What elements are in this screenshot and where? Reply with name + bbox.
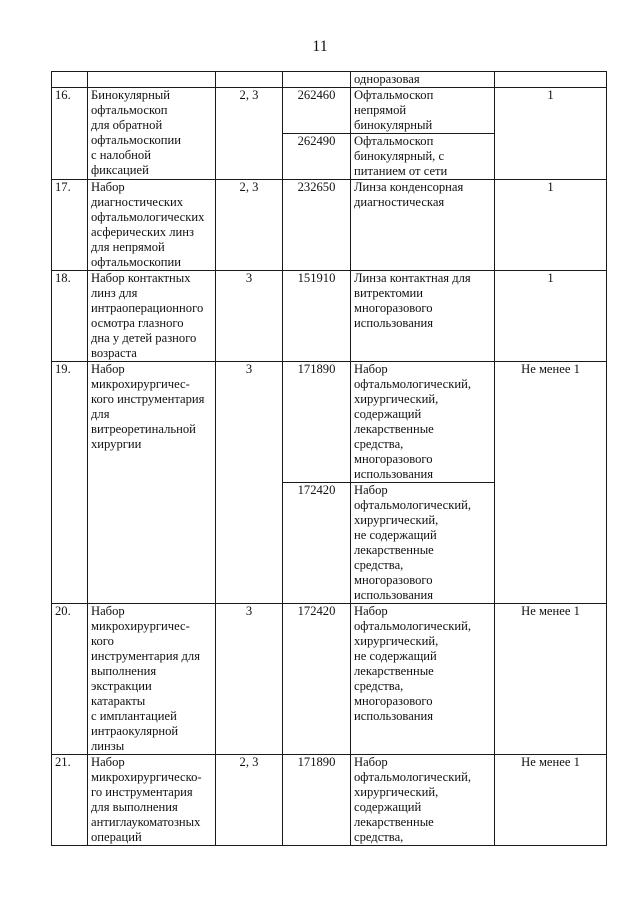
item-name-line: интраоперационного <box>91 301 204 315</box>
item-name-line: катаракты <box>91 694 146 708</box>
nomenclature-description <box>351 755 495 846</box>
nomenclature-description-line: средства, <box>354 437 404 451</box>
table-row <box>52 755 607 846</box>
table-row <box>52 271 607 362</box>
nomenclature-description-line: лекарственные <box>354 543 434 557</box>
continuation-name-cell <box>88 72 216 88</box>
item-name-line: Набор <box>91 755 125 769</box>
nomenclature-description-line: офтальмологический, <box>354 498 472 512</box>
item-name-line: для выполнения <box>91 800 178 814</box>
nomenclature-description-line: лекарственные <box>354 815 434 829</box>
item-name-line: Набор <box>91 180 125 194</box>
risk-class: 3 <box>216 604 283 755</box>
equipment-table <box>51 71 607 846</box>
item-name-line: выполнения <box>91 664 157 678</box>
continuation-row <box>52 72 607 88</box>
nomenclature-description-line: хирургический, <box>354 785 439 799</box>
item-name <box>88 88 216 180</box>
item-name-line: Набор <box>91 362 125 376</box>
nomenclature-description-line: Офтальмоскоп <box>354 88 434 102</box>
continuation-code-cell <box>283 72 351 88</box>
nomenclature-code: 232650 <box>283 180 351 271</box>
nomenclature-description <box>351 88 495 134</box>
nomenclature-description-line: Офтальмоскоп <box>354 134 434 148</box>
nomenclature-description <box>351 180 495 271</box>
risk-class: 2, 3 <box>216 88 283 180</box>
risk-class: 2, 3 <box>216 755 283 846</box>
item-name-line: возраста <box>91 346 137 360</box>
nomenclature-description-line: использования <box>354 709 434 723</box>
nomenclature-description-line: бинокулярный <box>354 118 433 132</box>
risk-class: 3 <box>216 362 283 604</box>
nomenclature-description-line: питанием от сети <box>354 164 448 178</box>
nomenclature-description-line: Линза контактная для <box>354 271 471 285</box>
item-name <box>88 362 216 604</box>
quantity: 1 <box>495 271 607 362</box>
nomenclature-description-line: хирургический, <box>354 392 439 406</box>
nomenclature-description-line: использования <box>354 316 434 330</box>
continuation-class-cell <box>216 72 283 88</box>
nomenclature-description-line: витректомии <box>354 286 424 300</box>
nomenclature-description <box>351 483 495 604</box>
quantity: Не менее 1 <box>495 362 607 604</box>
item-name-line: Набор <box>91 604 125 618</box>
nomenclature-description-line: содержащий <box>354 800 422 814</box>
nomenclature-description-line: офтальмологический, <box>354 770 472 784</box>
nomenclature-description-line: многоразового <box>354 694 433 708</box>
quantity: 1 <box>495 88 607 180</box>
item-name-line: для <box>91 407 110 421</box>
item-name-line: осмотра глазного <box>91 316 184 330</box>
row-number: 18. <box>52 271 88 362</box>
nomenclature-description-line: Набор <box>354 362 388 376</box>
nomenclature-description-line: офтальмологический, <box>354 619 472 633</box>
nomenclature-description-line: многоразового <box>354 452 433 466</box>
item-name-line: с налобной <box>91 148 151 162</box>
nomenclature-description-line: не содержащий <box>354 528 437 542</box>
quantity: 1 <box>495 180 607 271</box>
row-number: 20. <box>52 604 88 755</box>
nomenclature-description-line: содержащий <box>354 407 422 421</box>
nomenclature-code: 171890 <box>283 362 351 483</box>
nomenclature-description-line: Набор <box>354 604 388 618</box>
nomenclature-description-line: средства, <box>354 830 404 844</box>
nomenclature-description <box>351 271 495 362</box>
item-name <box>88 755 216 846</box>
item-name-line: для непрямой <box>91 240 165 254</box>
nomenclature-description-line: непрямой <box>354 103 407 117</box>
nomenclature-description-line: многоразового <box>354 301 433 315</box>
item-name-line: кого <box>91 634 114 648</box>
item-name-line: линзы <box>91 739 125 753</box>
item-name-line: асферических линз <box>91 225 194 239</box>
nomenclature-description-line: офтальмологический, <box>354 377 472 391</box>
nomenclature-description-line: лекарственные <box>354 664 434 678</box>
item-name <box>88 604 216 755</box>
item-name-line: микрохирургическо- <box>91 770 202 784</box>
item-name-line: с имплантацией <box>91 709 177 723</box>
nomenclature-description-line: многоразового <box>354 573 433 587</box>
nomenclature-code: 151910 <box>283 271 351 362</box>
risk-class: 2, 3 <box>216 180 283 271</box>
nomenclature-code: 262460 <box>283 88 351 134</box>
table-row <box>52 604 607 755</box>
nomenclature-description-line: не содержащий <box>354 649 437 663</box>
nomenclature-code: 172420 <box>283 483 351 604</box>
continuation-num-cell <box>52 72 88 88</box>
nomenclature-description-line: бинокулярный, с <box>354 149 445 163</box>
nomenclature-description <box>351 604 495 755</box>
continuation-description: одноразовая <box>351 72 495 88</box>
nomenclature-description-line: диагностическая <box>354 195 445 209</box>
item-name-line: микрохирургичес- <box>91 377 190 391</box>
row-number: 21. <box>52 755 88 846</box>
nomenclature-description-line: использования <box>354 588 434 602</box>
item-name-line: офтальмоскопии <box>91 255 182 269</box>
item-name-line: экстракции <box>91 679 152 693</box>
nomenclature-description-line: Набор <box>354 483 388 497</box>
item-name <box>88 271 216 362</box>
item-name-line: дна у детей разного <box>91 331 197 345</box>
row-number: 17. <box>52 180 88 271</box>
risk-class: 3 <box>216 271 283 362</box>
item-name-line: офтальмоскоп <box>91 103 168 117</box>
table-row <box>52 180 607 271</box>
item-name-line: Набор контактных <box>91 271 191 285</box>
nomenclature-description-line: хирургический, <box>354 513 439 527</box>
item-name-line: линз для <box>91 286 138 300</box>
item-name-line: офтальмоскопии <box>91 133 182 147</box>
nomenclature-description <box>351 362 495 483</box>
nomenclature-code: 171890 <box>283 755 351 846</box>
nomenclature-description-line: хирургический, <box>354 634 439 648</box>
nomenclature-description-line: использования <box>354 467 434 481</box>
item-name-line: офтальмологических <box>91 210 205 224</box>
item-name-line: интраокулярной <box>91 724 179 738</box>
continuation-qty-cell <box>495 72 607 88</box>
item-name <box>88 180 216 271</box>
item-name-line: для обратной <box>91 118 163 132</box>
item-name-line: антиглаукоматозных <box>91 815 201 829</box>
table-row <box>52 88 607 134</box>
nomenclature-description <box>351 134 495 180</box>
item-name-line: Бинокулярный <box>91 88 171 102</box>
nomenclature-description-line: Линза конденсорная <box>354 180 464 194</box>
item-name-line: кого инструментария <box>91 392 205 406</box>
nomenclature-description-line: Набор <box>354 755 388 769</box>
item-name-line: микрохирургичес- <box>91 619 190 633</box>
item-name-line: операций <box>91 830 142 844</box>
item-name-line: диагностических <box>91 195 184 209</box>
item-name-line: инструментария для <box>91 649 200 663</box>
nomenclature-description-line: лекарственные <box>354 422 434 436</box>
quantity: Не менее 1 <box>495 755 607 846</box>
item-name-line: хирургии <box>91 437 142 451</box>
row-number: 19. <box>52 362 88 604</box>
item-name-line: витреоретинальной <box>91 422 196 436</box>
item-name-line: фиксацией <box>91 163 149 177</box>
table-row <box>52 362 607 483</box>
equipment-table-body <box>52 72 607 846</box>
page-number: 11 <box>312 38 328 55</box>
nomenclature-code: 262490 <box>283 134 351 180</box>
quantity: Не менее 1 <box>495 604 607 755</box>
nomenclature-description-line: средства, <box>354 558 404 572</box>
item-name-line: го инструментария <box>91 785 193 799</box>
row-number: 16. <box>52 88 88 180</box>
nomenclature-description-line: средства, <box>354 679 404 693</box>
nomenclature-code: 172420 <box>283 604 351 755</box>
